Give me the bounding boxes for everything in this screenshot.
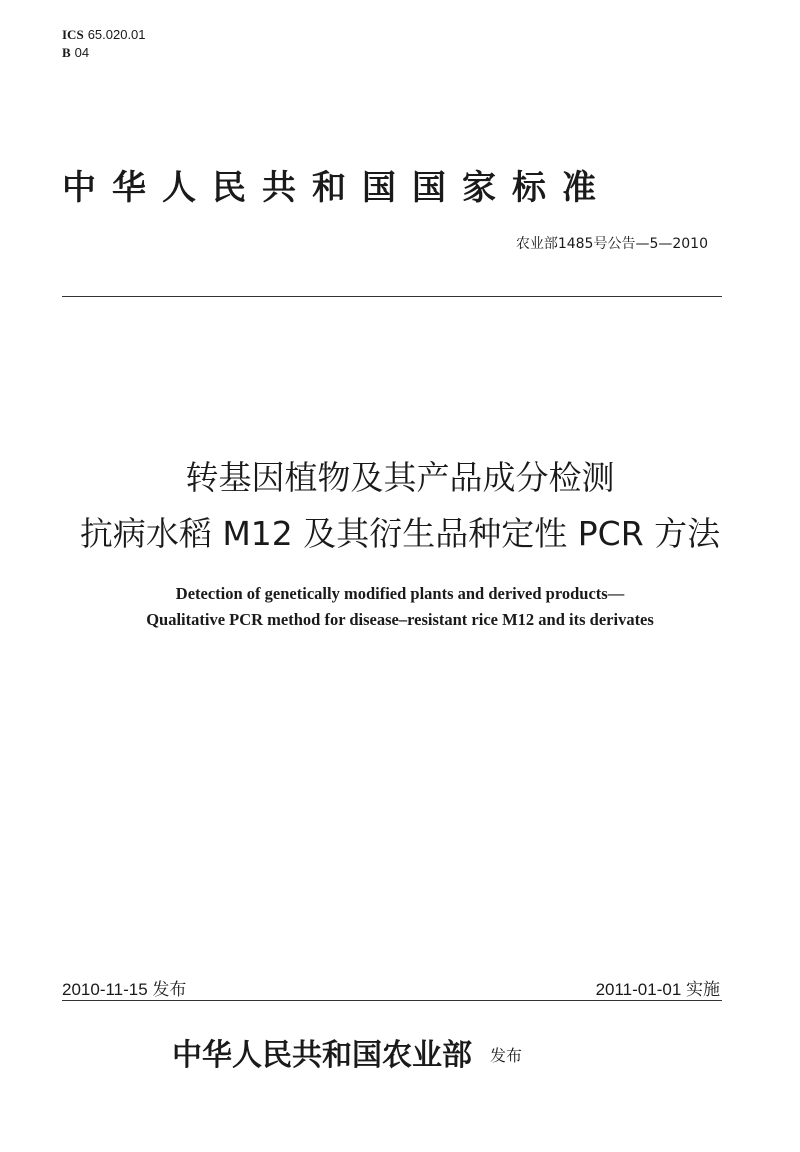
implementation-date: 2011-01-01 实施 [595, 980, 720, 999]
issuing-authority [172, 1030, 522, 1074]
ics-code: 65.020.01 [87, 27, 146, 42]
announcement-number: 农业部1485号公告—5—2010 [515, 236, 708, 252]
ics-label: ICS [62, 27, 84, 42]
ics-line [62, 26, 146, 44]
chinese-title-line-1: 转基因植物及其产品成分检测 [185, 458, 615, 497]
issuer-name: 中华人民共和国农业部 [172, 1038, 472, 1073]
standard-type-title: 中华人民共和国国家标准 [62, 168, 612, 208]
classification-codes [62, 26, 146, 62]
chinese-title-line-2: 抗病水稻 M12 及其衍生品种定性 PCR 方法 [79, 514, 721, 553]
english-title-line-1: Detection of genetically modified plants and derived products— [175, 584, 625, 603]
issue-date: 2010-11-15 发布 [62, 980, 187, 999]
class-line [62, 44, 146, 62]
top-divider [62, 296, 722, 297]
class-label: B [62, 45, 71, 60]
issuer-suffix: 发布 [490, 1046, 523, 1065]
english-title-line-2: Qualitative PCR method for disease–resistant rice M12 and its derivates [146, 610, 654, 629]
class-code: 04 [74, 45, 90, 60]
bottom-divider [62, 1000, 722, 1001]
